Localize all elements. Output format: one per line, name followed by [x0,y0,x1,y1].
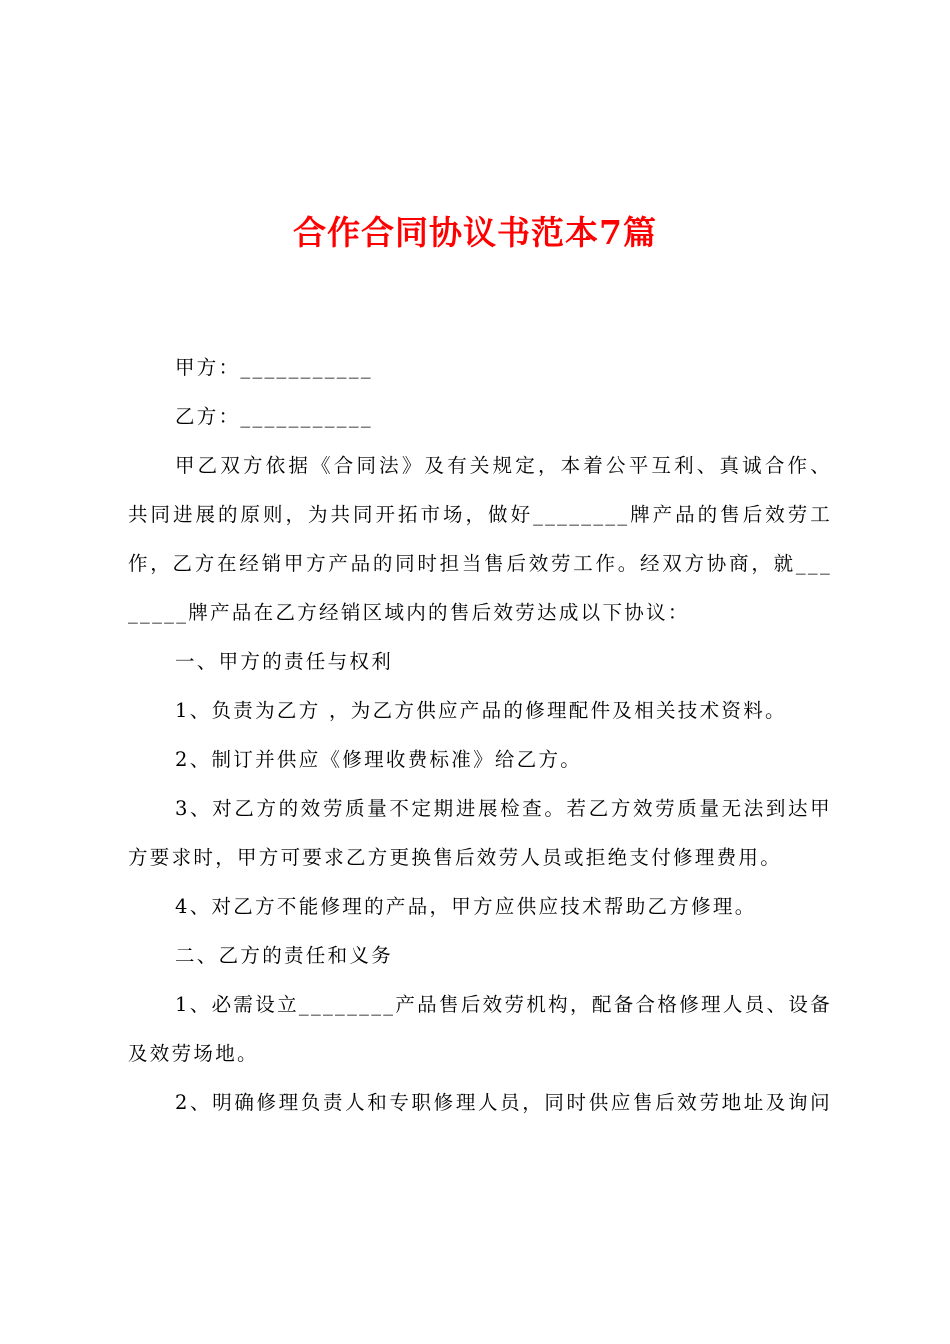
party-a-line: 甲方：___________ [175,356,373,379]
clause-a-1: 1、负责为乙方 ，为乙方供应产品的修理配件及相关技术资料。 [175,699,787,722]
clause-b-1-line-1: 1、必需设立________产品售后效劳机构，配备合格修理人员、设备 [175,993,832,1016]
clause-b-1-line-2: 及效劳场地。 [128,1042,259,1065]
party-b-line: 乙方：___________ [175,405,373,428]
clause-b-2-line-1: 2、明确修理负责人和专职修理人员，同时供应售后效劳地址及询问 [175,1091,832,1114]
clause-a-4: 4、对乙方不能修理的产品，甲方应供应技术帮助乙方修理。 [175,895,757,918]
intro-line-2: 共同进展的原则，为共同开拓市场，做好________牌产品的售后效劳工 [128,503,832,526]
document-title: 合作合同协议书范本7篇 [293,213,657,252]
clause-a-2: 2、制订并供应《修理收费标准》给乙方。 [175,748,583,771]
document-body [128,343,832,1127]
intro-line-1: 甲乙双方依据《合同法》及有关规定，本着公平互利、真诚合作、 [175,454,832,477]
intro-line-4: _____牌产品在乙方经销区域内的售后效劳达成以下协议： [128,601,690,624]
intro-line-3: 作，乙方在经销甲方产品的同时担当售后效劳工作。经双方协商，就___ [128,552,832,575]
section-heading-party-b: 二、乙方的责任和义务 [175,944,394,967]
clause-a-3-line-2: 方要求时，甲方可要求乙方更换售后效劳人员或拒绝支付修理费用。 [128,846,783,869]
section-heading-party-a: 一、甲方的责任与权利 [175,650,394,673]
clause-a-3-line-1: 3、对乙方的效劳质量不定期进展检查。若乙方效劳质量无法到达甲 [175,797,832,820]
